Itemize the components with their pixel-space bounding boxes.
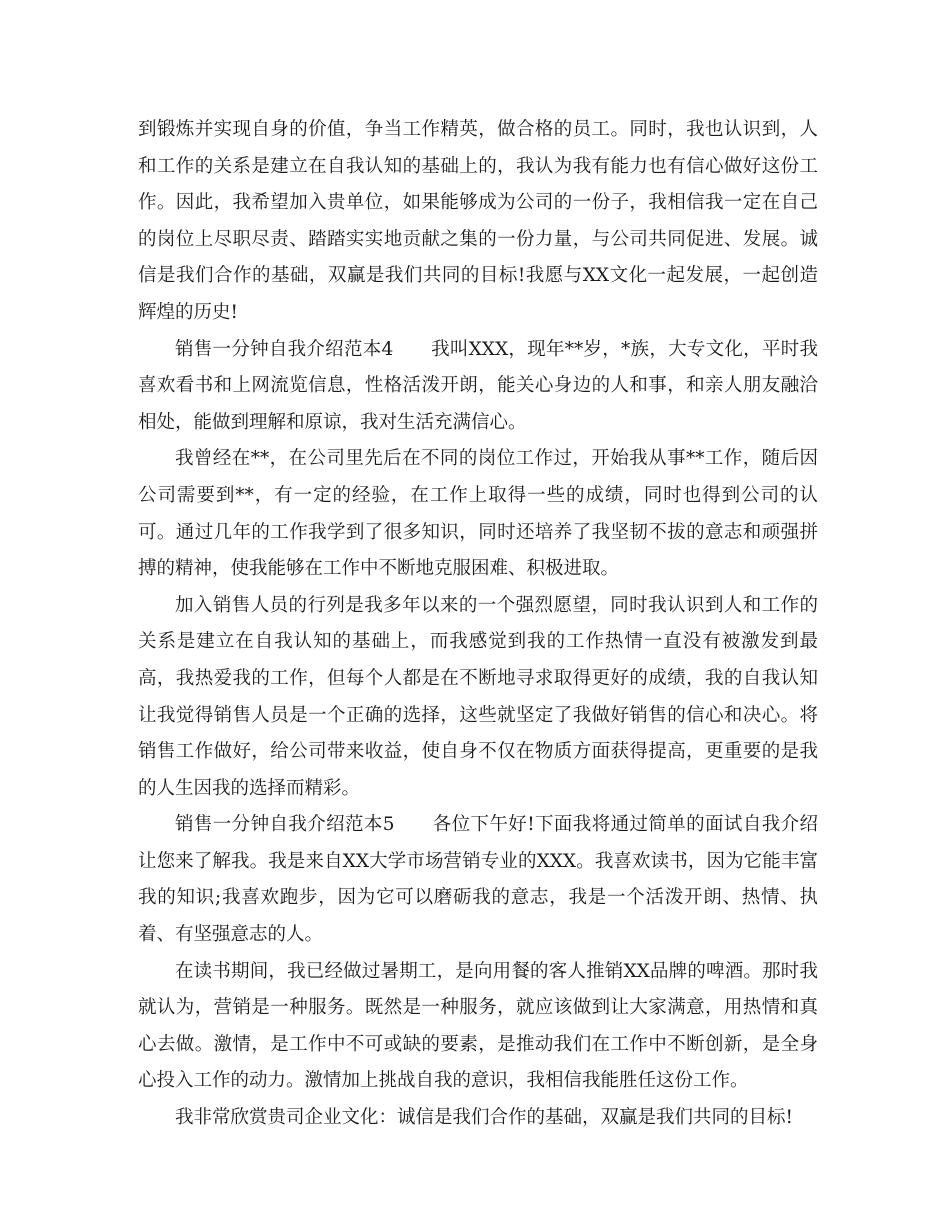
paragraph-7: 我非常欣赏贵司企业文化：诚信是我们合作的基础，双赢是我们共同的目标! [175,1107,793,1129]
paragraph-6: 在读书期间，我已经做过暑期工，是向用餐的客人推销XX品牌的啤酒。那时我就认为，营销是一种服务。既然是一种服务，就应该做到让大家满意，用热情和真心去做。激情，是工作中不可或缺的要素，是推动我们在工作中不断创新，是全身心投入工作的动力。激情加上挑战自我的意识，我相信我能胜任这份工作。 [138,960,818,1092]
paragraph-3: 我曾经在**，在公司里先后在不同的岗位工作过，开始我从事**工作，随后因公司需要到**，有一定的经验，在工作上取得一些的成绩，同时也得到公司的认可。通过几年的工作我学到了很多知识，同时还培养了我坚韧不拔的意志和顽强拼搏的精神，使我能够在工作中不断地克服困难、积极进取。 [138,448,818,580]
paragraph-5: 销售一分钟自我介绍范本5 各位下午好!下面我将通过简单的面试自我介绍让您来了解我。我是来自XX大学市场营销专业的XXX。我喜欢读书，因为它能丰富我的知识;我喜欢跑步，因为它可以磨砺我的意志，我是一个活泼开朗、热情、执着、有坚强意志的人。 [138,814,818,946]
paragraph-4: 加入销售人员的行列是我多年以来的一个强烈愿望，同时我认识到人和工作的关系是建立在自我认知的基础上，而我感觉到我的工作热情一直没有被激发到最高，我热爱我的工作，但每个人都是在不断地寻求取得更好的成绩，我的自我认知让我觉得销售人员是一个正确的选择，这些就坚定了我做好销售的信心和决心。将销售工作做好，给公司带来收益，使自身不仅在物质方面获得提高，更重要的是我的人生因我的选择而精彩。 [138,594,818,799]
document-body [138,112,818,1137]
paragraph-2: 销售一分钟自我介绍范本4 我叫XXX，现年**岁，*族，大专文化，平时我喜欢看书和上网流览信息，性格活泼开朗，能关心身边的人和事，和亲人朋友融洽相处，能做到理解和原谅，我对生活充满信心。 [138,338,818,433]
paragraph-1: 到锻炼并实现自身的价值，争当工作精英，做合格的员工。同时，我也认识到，人和工作的关系是建立在自我认知的基础上的，我认为我有能力也有信心做好这份工作。因此，我希望加入贵单位，如果能够成为公司的一份子，我相信我一定在自己的岗位上尽职尽责、踏踏实实地贡献之集的一份力量，与公司共同促进、发展。诚信是我们合作的基础，双赢是我们共同的目标!我愿与XX文化一起发展，一起创造辉煌的历史! [138,119,818,323]
